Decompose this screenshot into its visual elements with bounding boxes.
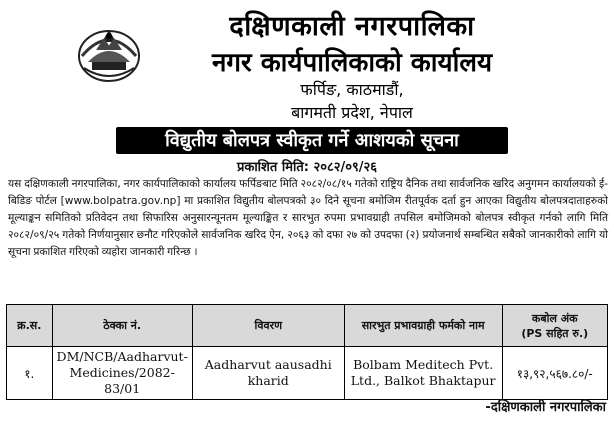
published-date: प्रकाशित मिति: २०८२/०९/२६ bbox=[236, 160, 378, 175]
col-description: विवरण bbox=[192, 305, 344, 347]
cell-description: Aadharvut aausadhi kharid bbox=[192, 347, 344, 400]
cell-amount: १३,९२,५६७.८०/- bbox=[502, 347, 607, 400]
signature: -दक्षिणकाली नगरपालिका bbox=[485, 400, 606, 415]
cell-sn: १. bbox=[7, 347, 53, 400]
cell-firm: Bolbam Meditech Pvt. Ltd., Balkot Bhaktapur bbox=[344, 347, 502, 400]
col-sn: क्र.स. bbox=[7, 305, 53, 347]
bid-table bbox=[6, 304, 608, 400]
col-amount bbox=[502, 305, 607, 347]
office-name: नगर कार्यपालिकाको कार्यालय bbox=[211, 48, 493, 78]
address-line: फर्पिङ, काठमाडौं, bbox=[300, 80, 404, 99]
col-contract-no: ठेक्का नं. bbox=[52, 305, 192, 347]
col-firm: सारभुत प्रभावग्राही फर्मको नाम bbox=[344, 305, 502, 347]
notice-title-banner: विद्युतीय बोलपत्र स्वीकृत गर्ने आशयको सूचना bbox=[116, 127, 508, 154]
municipality-name: दक्षिणकाली नगरपालिका bbox=[229, 11, 475, 42]
cell-contract-no: DM/NCB/Aadharvut-Medicines/2082-83/01 bbox=[52, 347, 192, 400]
province-line: बागमती प्रदेश, नेपाल bbox=[291, 103, 413, 122]
table-row bbox=[7, 347, 608, 400]
table-header-row bbox=[7, 305, 608, 347]
col-amount-label: कबोल अंक bbox=[531, 311, 578, 325]
notice-paragraph: यस दक्षिणकाली नगरपालिका, नगर कार्यपालिकाको कार्यालय फर्पिङबाट मिति २०८२/०८/१५ गतेको राष्ट्रिय दैनिक तथा सार्वजनिक खरिद अनुगमन कार्यालयको ई-बिडिङ पोर्टल [www.bolpatra.gov.np] मा प्रकाशित विद्युतीय बोलपत्रको ३० दिने सूचना बमोजिम रीतपूर्वक दर्ता हुन आएका विद्युतीय बोलपत्रदाताहरुको मूल्याङ्कन समितिको प्रतिवेदन तथा सिफारिस अनुसारन्यूनतम मूल्याङ्कित र सारभुत रुपमा प्रभावग्राही तपसिल बमोजिमको बोलपत्र स्वीकृत गर्नको लागि मिति २०८२/०९/२५ गतेको निर्णयानुसार छनौट गरिएकोले सार्वजनिक खरिद ऐन, २०६३ को दफा २७ को उपदफा (२) प्रयोजनार्थ सम्बन्धित सबैको जानकारीको लागि यो सूचना प्रकाशित गरिएको व्यहोरा जानकारी गरिन्छ । bbox=[8, 178, 608, 258]
col-amount-sub: (PS सहित रु.) bbox=[521, 326, 589, 340]
